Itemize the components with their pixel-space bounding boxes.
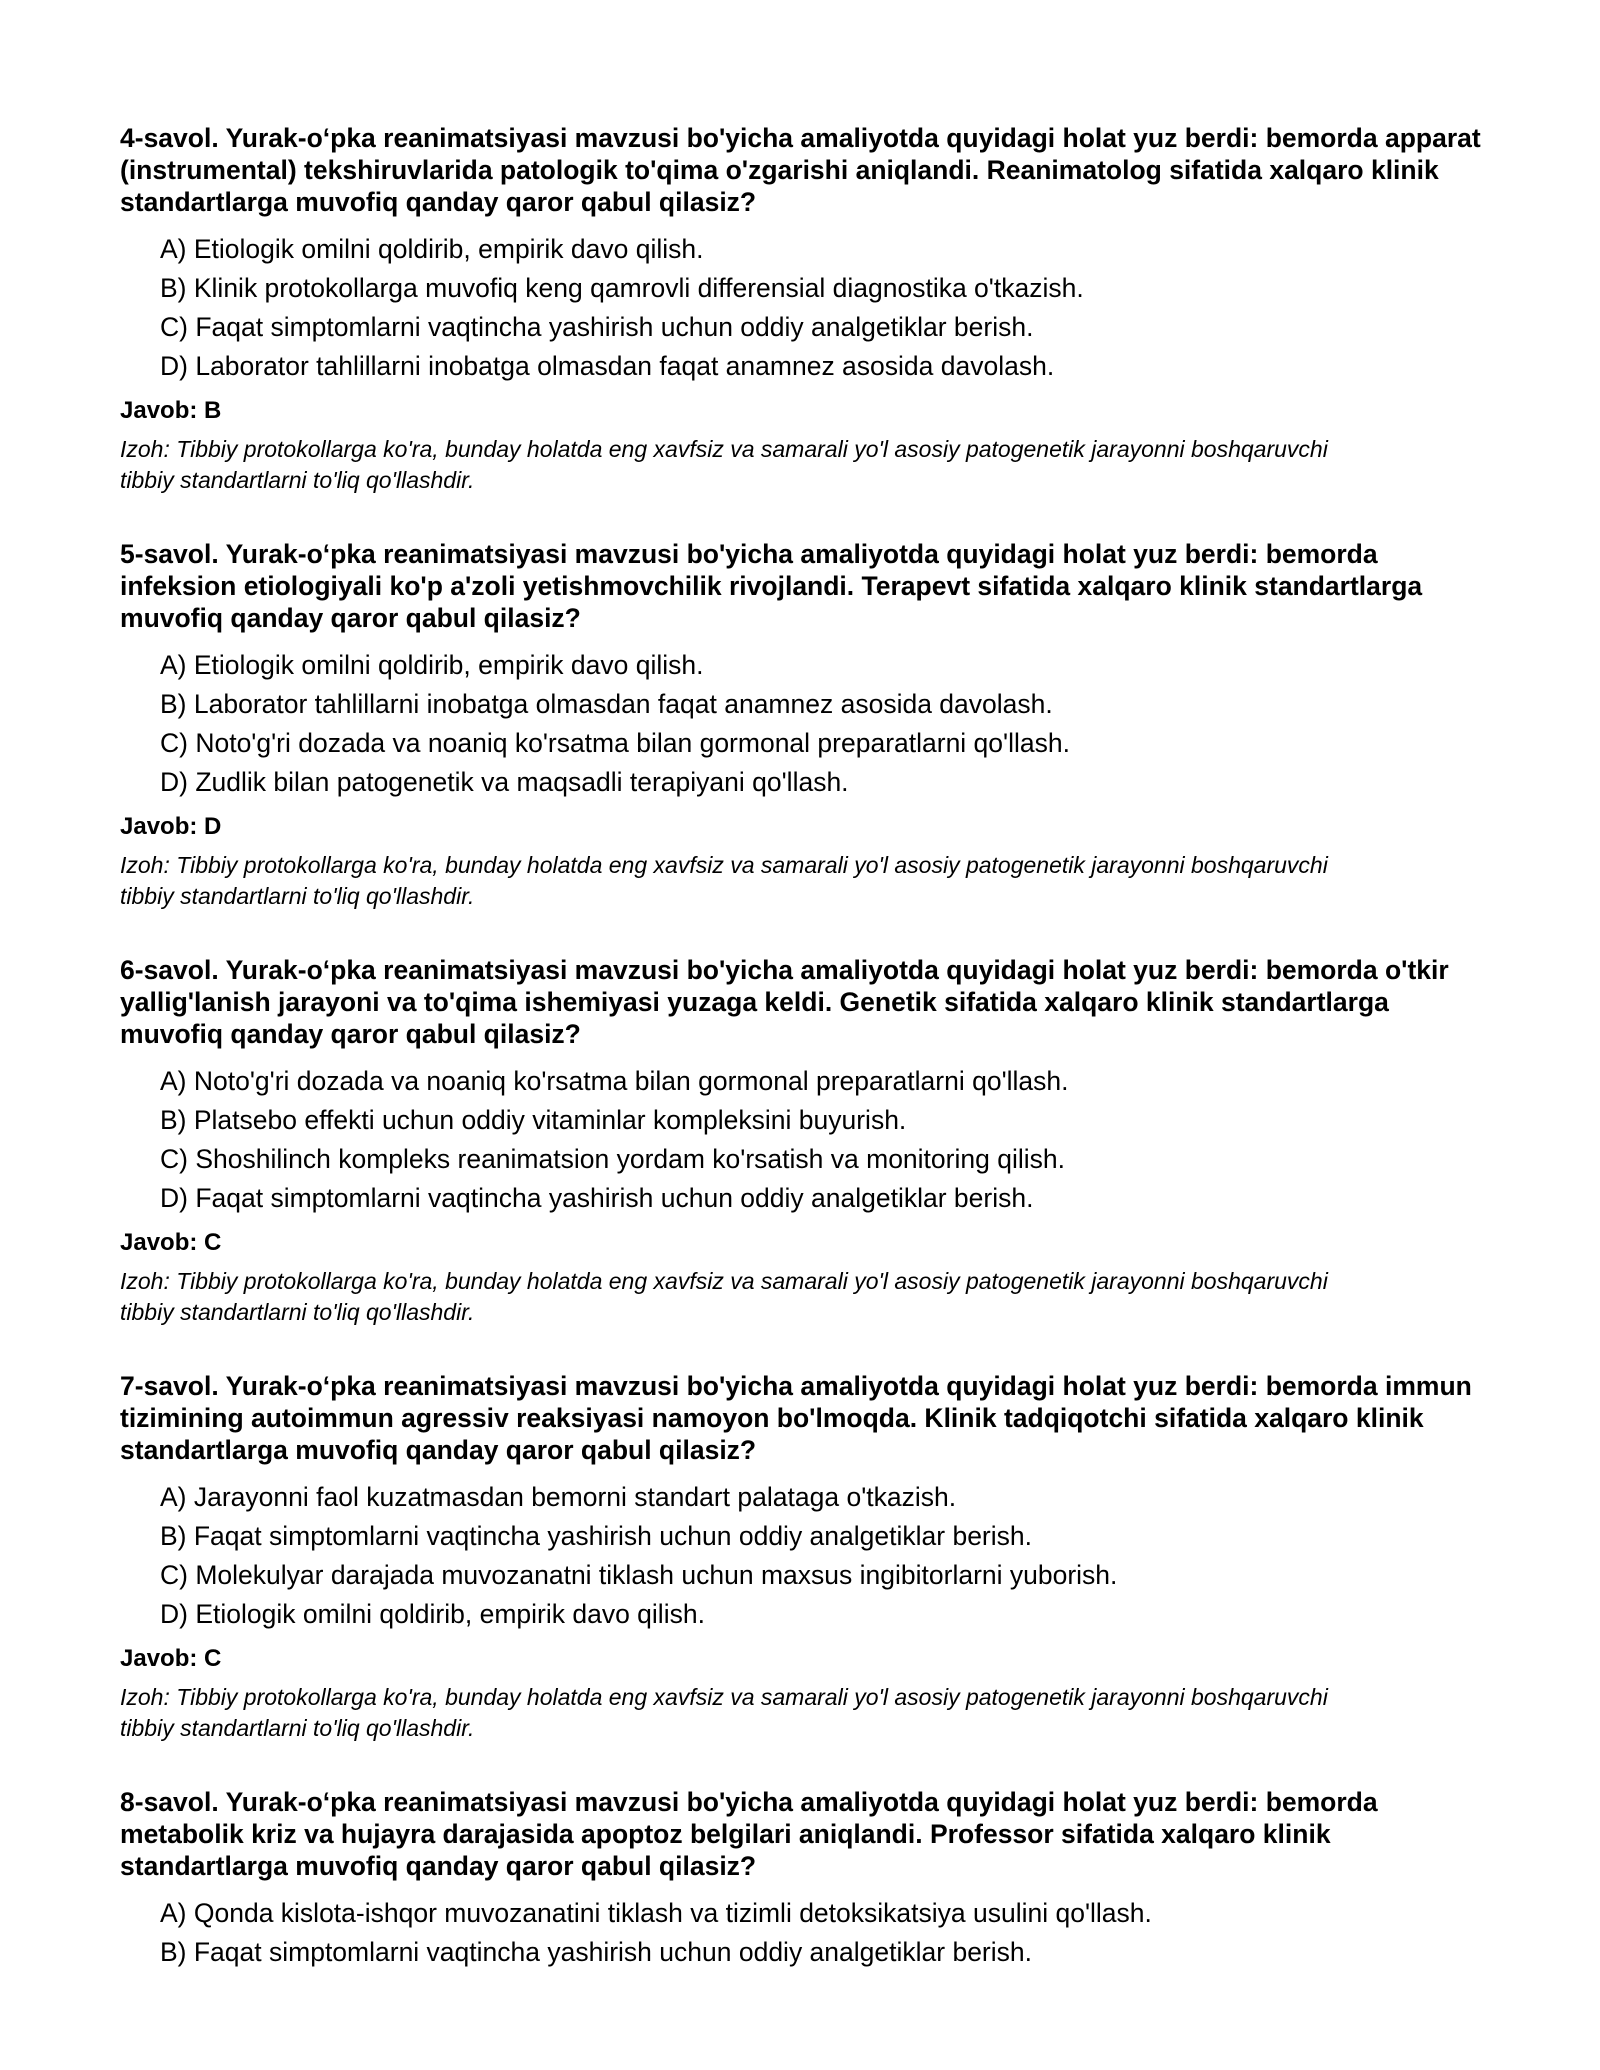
answer-label: Javob: C — [120, 1229, 222, 1256]
answer-label: Javob: D — [120, 813, 222, 840]
question-text: 6-savol. Yurak-o‘pka reanimatsiyasi mavzusi bo'yicha amaliyotda quyidagi holat yuz berdi: bemorda o'tkir yallig'lanish jarayoni va to'qima ishemiyasi yuzaga keldi. Genetik sifatida xalqaro klinik standartlarga muvofiq qanday qaror qabul qilasiz? — [120, 955, 1449, 1049]
question-6 — [120, 954, 1490, 1328]
option-list — [120, 1062, 1490, 1218]
option-a: A) Qonda kislota-ishqor muvozanatini tiklash va tizimli detoksikatsiya usulini qo'llash. — [160, 1898, 1152, 1928]
option-b: B) Platsebo effekti uchun oddiy vitaminlar kompleksini buyurish. — [160, 1105, 907, 1135]
question-text: 7-savol. Yurak-o‘pka reanimatsiyasi mavzusi bo'yicha amaliyotda quyidagi holat yuz berdi: bemorda immun tizimining autoimmun agressiv reaksiyasi namoyon bo'lmoqda. Klinik tadqiqotchi sifatida xalqaro klinik standartlarga muvofiq qanday qaror qabul qilasiz? — [120, 1371, 1472, 1465]
option-list — [120, 1478, 1490, 1634]
option-b: B) Faqat simptomlarni vaqtincha yashirish uchun oddiy analgetiklar berish. — [160, 1521, 1032, 1551]
explanation-note: Izoh: Tibbiy protokollarga ko'ra, bunday holatda eng xavfsiz va samarali yo'l asosiy patogenetik jarayonni boshqaruvchi tibbiy standartlarni to'liq qo'llashdir. — [120, 852, 1328, 909]
answer-label: Javob: C — [120, 1645, 222, 1672]
option-c: C) Faqat simptomlarni vaqtincha yashirish uchun oddiy analgetiklar berish. — [160, 312, 1034, 342]
option-d: D) Zudlik bilan patogenetik va maqsadli terapiyani qo'llash. — [160, 767, 849, 797]
question-text: 5-savol. Yurak-o‘pka reanimatsiyasi mavzusi bo'yicha amaliyotda quyidagi holat yuz berdi: bemorda infeksion etiologiyali ko'p a'zoli yetishmovchilik rivojlandi. Terapevt sifatida xalqaro klinik standartlarga muvofiq qanday qaror qabul qilasiz? — [120, 539, 1423, 633]
question-text: 4-savol. Yurak-o‘pka reanimatsiyasi mavzusi bo'yicha amaliyotda quyidagi holat yuz berdi: bemorda apparat (instrumental) tekshiruvlarida patologik to'qima o'zgarishi aniqlandi. Reanimatolog sifatida xalqaro klinik standartlarga muvofiq qanday qaror qabul qilasiz? — [120, 123, 1481, 217]
explanation-note: Izoh: Tibbiy protokollarga ko'ra, bunday holatda eng xavfsiz va samarali yo'l asosiy patogenetik jarayonni boshqaruvchi tibbiy standartlarni to'liq qo'llashdir. — [120, 436, 1328, 493]
question-text: 8-savol. Yurak-o‘pka reanimatsiyasi mavzusi bo'yicha amaliyotda quyidagi holat yuz berdi: bemorda metabolik kriz va hujayra darajasida apoptoz belgilari aniqlandi. Professor sifatida xalqaro klinik standartlarga muvofiq qanday qaror qabul qilasiz? — [120, 1787, 1378, 1881]
question-4 — [120, 122, 1490, 496]
option-list — [120, 230, 1490, 386]
question-8 — [120, 1786, 1490, 1972]
option-list — [120, 646, 1490, 802]
option-b: B) Faqat simptomlarni vaqtincha yashirish uchun oddiy analgetiklar berish. — [160, 1937, 1032, 1967]
option-d: D) Laborator tahlillarni inobatga olmasdan faqat anamnez asosida davolash. — [160, 351, 1055, 381]
option-d: D) Etiologik omilni qoldirib, empirik davo qilish. — [160, 1599, 705, 1629]
option-c: C) Noto'g'ri dozada va noaniq ko'rsatma bilan gormonal preparatlarni qo'llash. — [160, 728, 1070, 758]
question-5 — [120, 538, 1490, 912]
option-c: C) Molekulyar darajada muvozanatni tiklash uchun maxsus ingibitorlarni yuborish. — [160, 1560, 1118, 1590]
option-a: A) Jarayonni faol kuzatmasdan bemorni standart palataga o'tkazish. — [160, 1482, 957, 1512]
option-a: A) Etiologik omilni qoldirib, empirik davo qilish. — [160, 234, 704, 264]
option-list — [120, 1894, 1490, 1972]
answer-label: Javob: B — [120, 397, 222, 424]
option-b: B) Klinik protokollarga muvofiq keng qamrovli differensial diagnostika o'tkazish. — [160, 273, 1084, 303]
explanation-note: Izoh: Tibbiy protokollarga ko'ra, bunday holatda eng xavfsiz va samarali yo'l asosiy patogenetik jarayonni boshqaruvchi tibbiy standartlarni to'liq qo'llashdir. — [120, 1268, 1328, 1325]
option-a: A) Noto'g'ri dozada va noaniq ko'rsatma bilan gormonal preparatlarni qo'llash. — [160, 1066, 1069, 1096]
option-a: A) Etiologik omilni qoldirib, empirik davo qilish. — [160, 650, 704, 680]
option-d: D) Faqat simptomlarni vaqtincha yashirish uchun oddiy analgetiklar berish. — [160, 1183, 1034, 1213]
option-c: C) Shoshilinch kompleks reanimatsion yordam ko'rsatish va monitoring qilish. — [160, 1144, 1065, 1174]
question-7 — [120, 1370, 1490, 1744]
option-b: B) Laborator tahlillarni inobatga olmasdan faqat anamnez asosida davolash. — [160, 689, 1053, 719]
explanation-note: Izoh: Tibbiy protokollarga ko'ra, bunday holatda eng xavfsiz va samarali yo'l asosiy patogenetik jarayonni boshqaruvchi tibbiy standartlarni to'liq qo'llashdir. — [120, 1684, 1328, 1741]
